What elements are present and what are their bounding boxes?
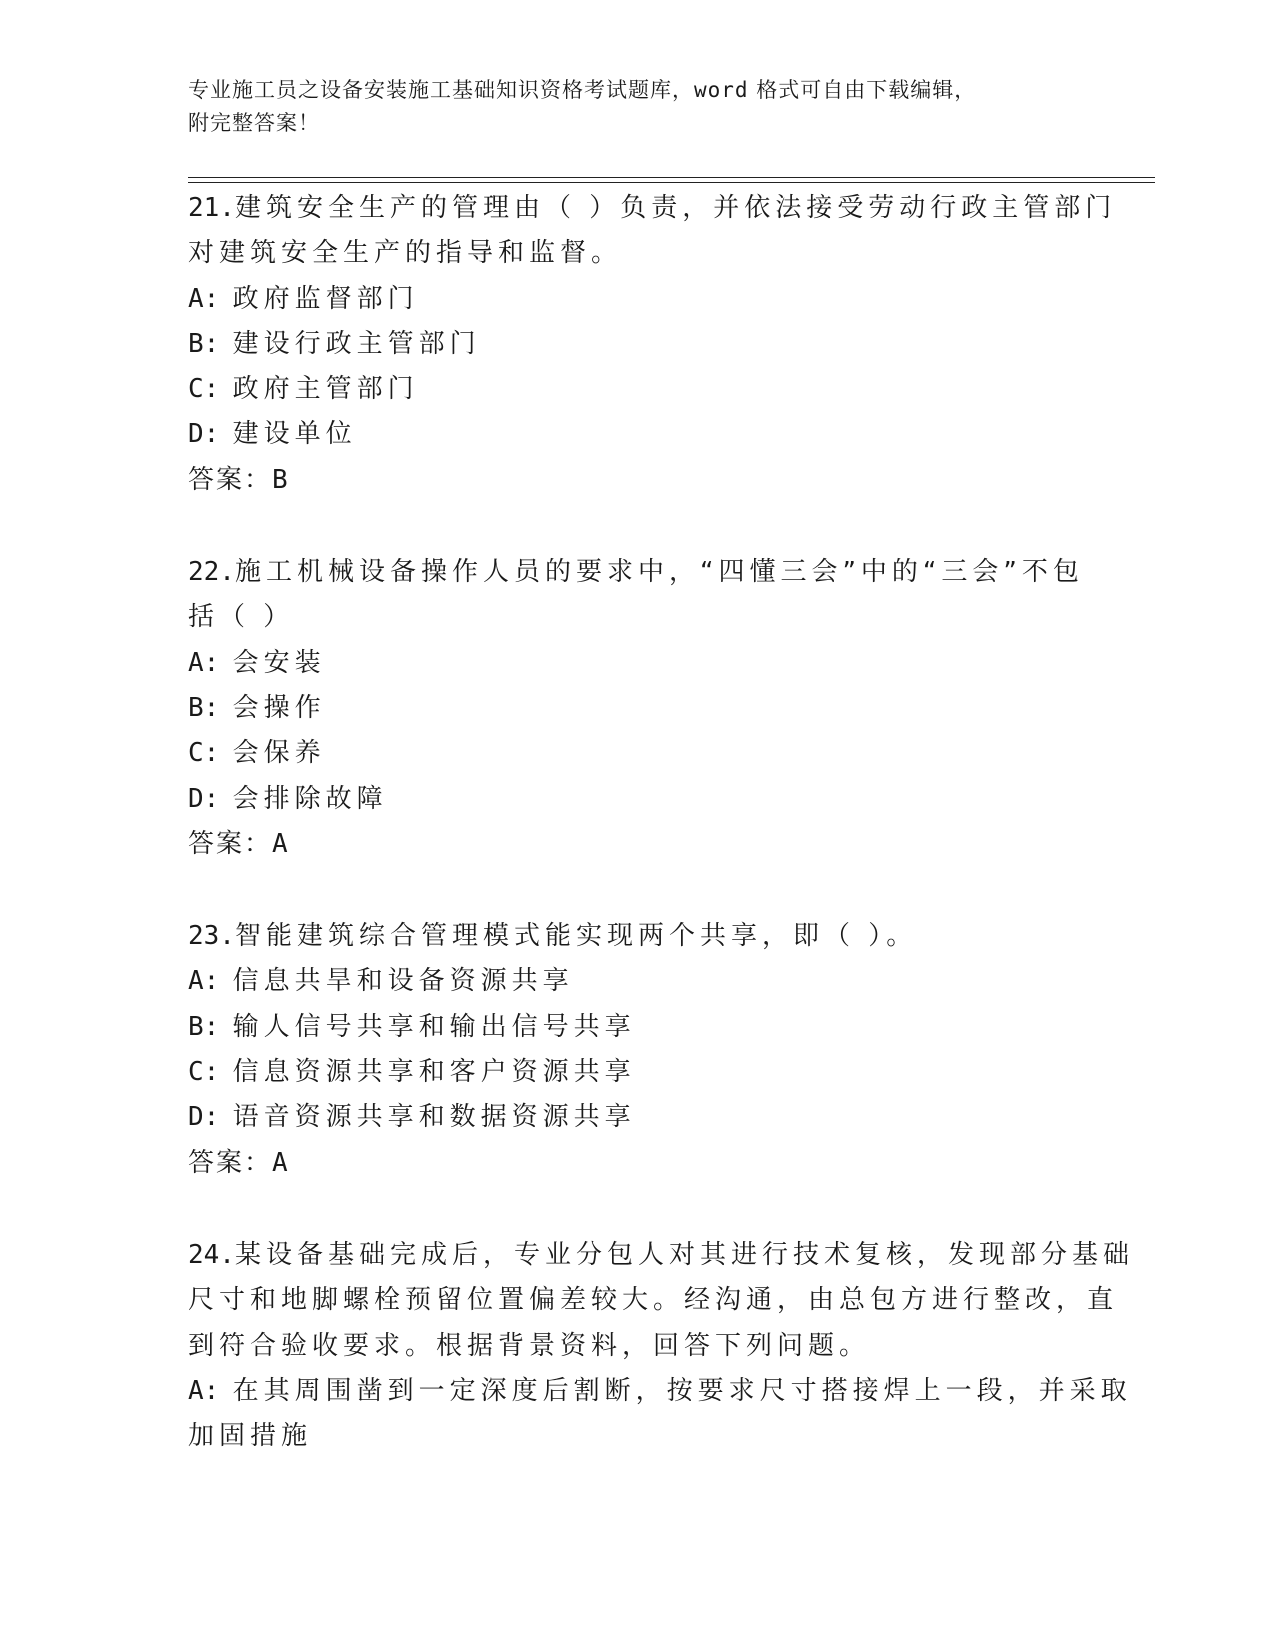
question-text: 建筑安全生产的管理由（ ）负责，并依法接受劳动行政主管部门: [234, 193, 1117, 223]
option-letter: C:: [188, 1057, 220, 1088]
option-a: [188, 1369, 1132, 1414]
question-22: [188, 550, 1088, 867]
option-letter: D:: [188, 783, 220, 814]
option-text: 建设行政主管部门: [232, 328, 481, 359]
option-d: [188, 777, 1088, 822]
header-line-2: 附完整答案！: [188, 111, 320, 135]
question-text: 某设备基础完成后，专业分包人对其进行技术复核，发现部分基础: [234, 1239, 1134, 1270]
option-text: 会安装: [232, 647, 326, 678]
question-stem-line: 括（ ）: [188, 602, 295, 633]
answer-line: [188, 458, 1088, 503]
option-text: 会排除故障: [232, 783, 388, 814]
question-stem-line: [188, 914, 1088, 959]
answer-value: A: [272, 828, 290, 859]
question-stem-line: 尺寸和地脚螺栓预留位置偏差较大。经沟通，由总包方进行整改，直: [188, 1285, 1119, 1316]
question-number: 23.: [188, 921, 235, 952]
question-stem-line: 对建筑安全生产的指导和监督。: [188, 238, 623, 269]
option-letter: C:: [188, 374, 220, 405]
option-text: 信息资源共享和客户资源共享: [232, 1057, 636, 1088]
answer-value: B: [272, 464, 290, 495]
answer-line: [188, 1141, 1088, 1186]
question-number: 22.: [188, 557, 235, 588]
option-b: [188, 1005, 1088, 1050]
question-stem-line: [188, 186, 1117, 231]
option-a: [188, 641, 1088, 686]
option-c: [188, 1050, 1088, 1095]
question-stem-line: 到符合验收要求。根据背景资料，回答下列问题。: [188, 1330, 871, 1361]
spacer: [188, 503, 1088, 550]
option-a-continuation: 加固措施: [188, 1421, 313, 1452]
header-text-post: 格式可自由下载编辑，: [748, 78, 977, 102]
option-a: [188, 277, 1088, 322]
question-stem-line: [188, 550, 1088, 595]
option-text: 语音资源共享和数据资源共享: [232, 1102, 636, 1133]
option-text: 信息共旱和设备资源共享: [232, 966, 574, 997]
option-a: [188, 959, 1088, 1004]
option-text: 建设单位: [232, 419, 357, 450]
answer-label: 答案：: [188, 828, 273, 859]
question-number: 24.: [188, 1239, 235, 1270]
option-b: [188, 322, 1088, 367]
answer-label: 答案：: [188, 464, 273, 495]
header-text: 专业施工员之设备安装施工基础知识资格考试题库，: [188, 78, 694, 102]
option-letter: B:: [188, 692, 220, 723]
option-c: [188, 731, 1088, 776]
option-letter: D:: [188, 419, 220, 450]
option-letter: A:: [188, 283, 220, 314]
option-d: [188, 412, 1088, 457]
option-text: 输人信号共享和输出信号共享: [232, 1011, 636, 1042]
question-text: 施工机械设备操作人员的要求中，“四懂三会”中的“三会”不包: [234, 557, 1084, 588]
answer-value: A: [272, 1147, 290, 1178]
option-b: [188, 686, 1088, 731]
option-letter: C:: [188, 738, 220, 769]
option-text: 政府监督部门: [232, 283, 419, 314]
option-letter: A:: [188, 966, 220, 997]
answer-label: 答案：: [188, 1147, 273, 1178]
question-stem-line: [188, 1233, 1134, 1278]
question-number: 21.: [188, 193, 235, 223]
document-header: [188, 74, 1068, 140]
option-text: 会保养: [232, 738, 326, 769]
option-text: 会操作: [232, 692, 326, 723]
option-d: [188, 1095, 1088, 1140]
spacer: [188, 867, 1088, 914]
answer-line: [188, 822, 1088, 867]
header-word: word: [694, 78, 749, 102]
option-c: [188, 367, 1088, 412]
header-line-1: [188, 74, 1068, 107]
option-letter: A:: [188, 647, 220, 678]
option-letter: B:: [188, 328, 220, 359]
question-21: [188, 186, 1117, 503]
option-letter: B:: [188, 1011, 220, 1042]
header-divider-top: [188, 177, 1155, 178]
question-list: [188, 186, 1134, 1459]
spacer: [188, 1186, 1088, 1233]
question-24: [188, 1233, 1134, 1459]
question-text: 智能建筑综合管理模式能实现两个共享，即（ ）。: [234, 921, 918, 952]
option-text: 在其周围凿到一定深度后割断，按要求尺寸搭接焊上一段，并采取: [232, 1375, 1132, 1406]
header-divider-bottom: [188, 182, 1155, 183]
option-text: 政府主管部门: [232, 374, 419, 405]
option-letter: A:: [188, 1375, 220, 1406]
question-23: [188, 914, 1088, 1186]
option-letter: D:: [188, 1102, 220, 1133]
